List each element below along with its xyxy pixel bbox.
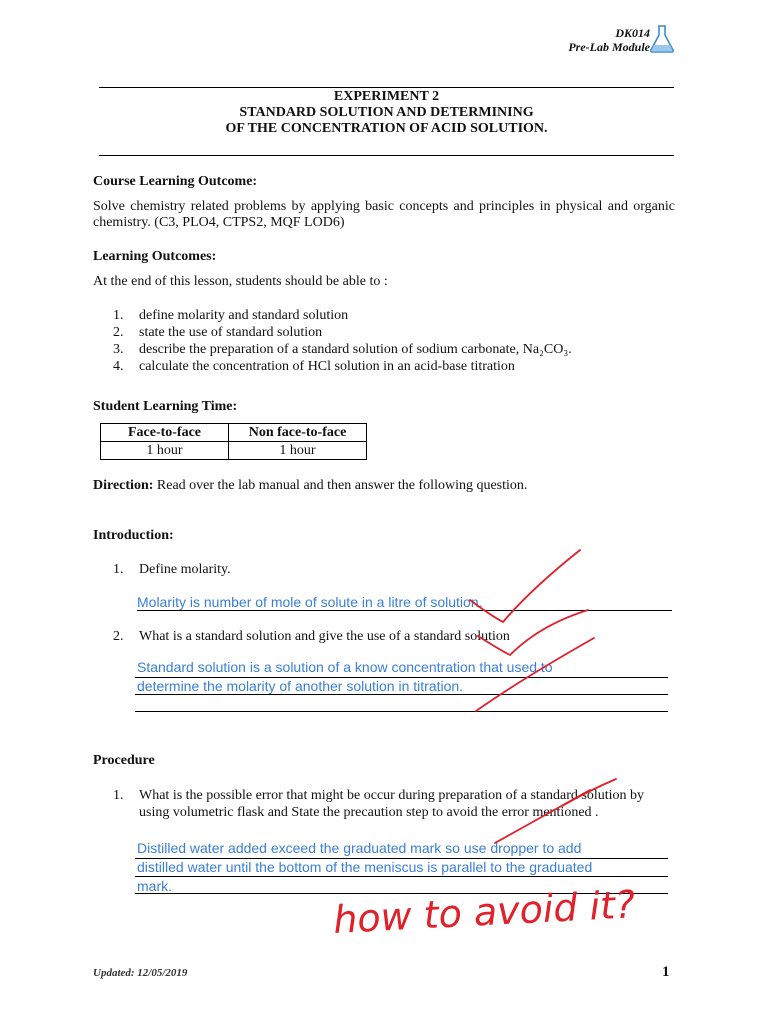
table-row xyxy=(101,442,367,460)
table-header-cell: Non face-to-face xyxy=(229,424,367,442)
answer-line-rule xyxy=(135,893,668,894)
answer-line: distilled water until the bottom of the meniscus is parallel to the graduated xyxy=(137,859,593,875)
list-item: 4. calculate the concentration of HCl solution in an acid-base titration xyxy=(113,359,515,374)
procedure-question-1: 1. What is the possible error that might be occur during preparation of a standard solution by using volumetric flask and State the precaution step to avoid the error mentioned . xyxy=(113,788,645,820)
table-cell: 1 hour xyxy=(229,442,367,460)
list-item: 3. describe the preparation of a standard solution of sodium carbonate, Na₂CO₃. xyxy=(113,342,572,357)
introduction-heading: Introduction: xyxy=(93,528,174,543)
learning-time-table xyxy=(100,423,367,460)
page-number: 1 xyxy=(662,964,670,980)
course-outcome-heading: Course Learning Outcome: xyxy=(93,174,258,189)
handwritten-note: how to avoid it? xyxy=(332,882,637,942)
title-top-rule xyxy=(99,87,674,88)
list-item: 2. state the use of standard solution xyxy=(113,325,323,340)
flask-icon xyxy=(648,24,676,54)
procedure-answer-1[interactable] xyxy=(137,839,592,896)
answer-line: determine the molarity of another solution in titration. xyxy=(137,678,464,694)
answer-line-rule xyxy=(135,677,668,678)
learning-outcomes-intro: At the end of this lesson, students should be able to : xyxy=(93,274,388,289)
module-name: Pre-Lab Module xyxy=(568,40,650,54)
direction xyxy=(93,478,675,494)
table-header-cell: Face-to-face xyxy=(101,424,229,442)
intro-question-1: 1. Define molarity. xyxy=(113,562,231,577)
answer-line: Molarity is number of mole of solute in a litre of solution. xyxy=(137,594,483,610)
answer-line-rule xyxy=(135,876,668,877)
direction-text: Read over the lab manual and then answer the following question. xyxy=(153,478,528,493)
learning-time-heading: Student Learning Time: xyxy=(93,399,238,414)
answer-line: mark. xyxy=(137,878,172,894)
learning-outcomes-heading: Learning Outcomes: xyxy=(93,249,217,264)
course-outcome-text: Solve chemistry related problems by applying basic concepts and principles in physical and organic chemistry. (C3, PLO4, CTPS2, MQF LOD6) xyxy=(93,199,675,230)
table-header-row xyxy=(101,424,367,442)
intro-question-2: 2. What is a standard solution and give the use of a standard solution xyxy=(113,629,510,644)
title-line-3: OF THE CONCENTRATION OF ACID SOLUTION. xyxy=(225,121,548,136)
answer-line-rule xyxy=(135,711,668,712)
footer-updated: Updated: 12/05/2019 xyxy=(93,967,188,979)
answer-line-rule xyxy=(135,858,668,859)
title-line-1: EXPERIMENT 2 xyxy=(333,89,440,104)
title-line-2: STANDARD SOLUTION AND DETERMINING xyxy=(239,105,534,120)
answer-line: Standard solution is a solution of a know concentration that used to xyxy=(137,659,553,675)
list-item: 1. define molarity and standard solution xyxy=(113,308,349,323)
answer-line-rule xyxy=(135,694,668,695)
module-code: DK014 xyxy=(615,26,650,40)
learning-outcomes-list xyxy=(113,307,572,375)
procedure-heading: Procedure xyxy=(93,753,155,768)
experiment-title xyxy=(99,89,674,137)
table-cell: 1 hour xyxy=(101,442,229,460)
answer-line: Distilled water added exceed the graduated mark so use dropper to add xyxy=(137,840,582,856)
answer-line-rule xyxy=(137,610,672,611)
direction-label: Direction: xyxy=(93,478,154,493)
title-bottom-rule xyxy=(99,155,674,156)
